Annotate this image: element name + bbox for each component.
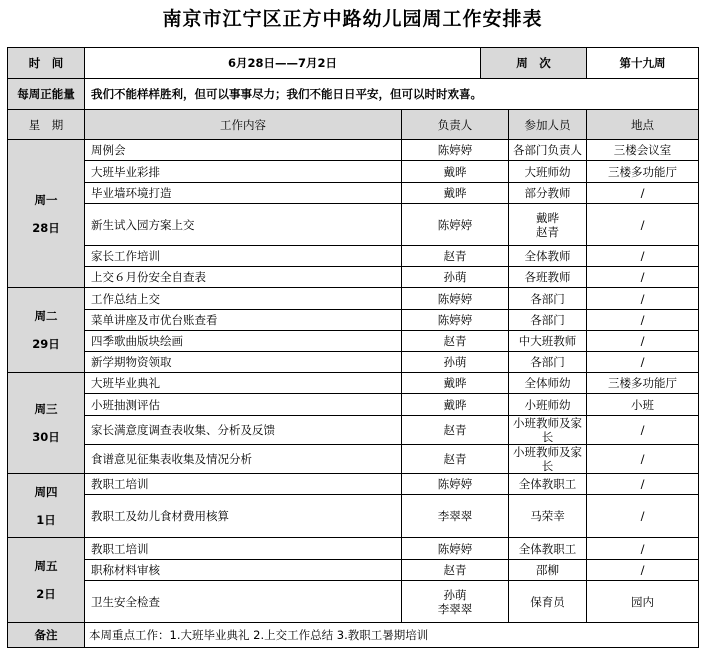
place-cell: / [587,310,699,331]
task-cell: 家长工作培训 [85,246,402,267]
participants-cell [509,204,587,246]
place-cell: / [587,267,699,288]
day-date: 28日 [32,220,60,235]
col-day: 星 期 [8,110,85,140]
task-cell: 小班抽测评估 [85,394,402,416]
task-cell: 新生试入园方案上交 [85,204,402,246]
participants-cell: 中大班教师 [509,331,587,352]
table-row [8,267,699,288]
table-row [8,310,699,331]
participants-cell: 小班教师及家长 [509,416,587,445]
place-cell: / [587,474,699,495]
place-cell: / [587,352,699,373]
time-value: 6月28日——7月2日 [85,48,481,79]
place-cell: / [587,495,699,538]
table-row [8,183,699,204]
table-row [8,140,699,161]
place-cell: / [587,288,699,310]
col-task: 工作内容 [85,110,402,140]
place-cell: / [587,204,699,246]
day-name: 周一 [34,192,58,207]
day-name: 周三 [34,402,58,416]
task-cell: 周例会 [85,140,402,161]
table-row [8,581,699,623]
participants-cell: 马荣幸 [509,495,587,538]
task-cell: 家长满意度调查表收集、分析及反馈 [85,416,402,445]
task-cell: 教职工培训 [85,474,402,495]
notes-text: 本周重点工作：1.大班毕业典礼 2.上交工作总结 3.教职工暑期培训 [85,623,699,648]
page-title: 南京市江宁区正方中路幼儿园周工作安排表 [162,8,543,30]
owner-cell: 赵青 [402,246,509,267]
table-row [8,445,699,474]
notes-label: 备注 [8,623,85,648]
participants-cell: 全体教职工 [509,538,587,560]
table-row [8,352,699,373]
table-row [8,331,699,352]
table-row [8,495,699,538]
day-wednesday [8,373,85,474]
owner-cell: 戴晔 [402,373,509,394]
task-cell: 四季歌曲版块绘画 [85,331,402,352]
owner-cell: 陈婷婷 [402,538,509,560]
table-row [8,538,699,560]
time-label: 时 间 [8,48,85,79]
table-row [8,161,699,183]
place-cell: / [587,246,699,267]
day-monday [8,140,85,288]
day-date: 30日 [32,430,60,444]
task-cell: 毕业墙环境打造 [85,183,402,204]
table-row [8,394,699,416]
owner-cell: 陈婷婷 [402,310,509,331]
place-cell: 园内 [587,581,699,623]
owner-cell: 陈婷婷 [402,474,509,495]
day-date: 2日 [36,587,56,601]
day-date: 29日 [32,337,60,351]
participants-cell: 部分教师 [509,183,587,204]
participants-cell: 各部门 [509,310,587,331]
place-cell: / [587,183,699,204]
place-cell: / [587,331,699,352]
owner-cell: 赵青 [402,331,509,352]
owner-cell: 孙萌 [402,352,509,373]
task-cell: 教职工及幼儿食材费用核算 [85,495,402,538]
table-row [8,246,699,267]
table-row [8,560,699,581]
owner-cell: 戴晔 [402,183,509,204]
place-cell: / [587,538,699,560]
participants-cell: 全体教师 [509,246,587,267]
place-cell: 三楼多功能厅 [587,373,699,394]
week-value: 第十九周 [587,48,699,79]
day-name: 周二 [34,309,58,323]
owner-cell: 赵青 [402,445,509,474]
task-cell: 新学期物资领取 [85,352,402,373]
table-row [8,373,699,394]
day-name: 周五 [34,559,58,573]
task-cell: 大班毕业彩排 [85,161,402,183]
task-cell: 菜单讲座及市优台账查看 [85,310,402,331]
task-cell: 工作总结上交 [85,288,402,310]
participants-cell: 全体教职工 [509,474,587,495]
task-cell: 教职工培训 [85,538,402,560]
table-row [8,288,699,310]
col-participants: 参加人员 [509,110,587,140]
participants-cell: 小班师幼 [509,394,587,416]
task-cell: 职称材料审核 [85,560,402,581]
owner-cell: 赵青 [402,560,509,581]
task-cell: 上交６月份安全自查表 [85,267,402,288]
motto-row [8,79,699,110]
owner-cell: 赵青 [402,416,509,445]
table-row [8,416,699,445]
owner-cell: 李翠翠 [402,495,509,538]
task-cell: 大班毕业典礼 [85,373,402,394]
owner-name: 孙萌 [443,587,467,602]
owner-name: 李翠翠 [437,601,473,616]
participants-cell: 邵柳 [509,560,587,581]
owner-cell: 戴晔 [402,394,509,416]
participants-cell: 各部门 [509,352,587,373]
owner-cell: 孙萌 [402,267,509,288]
place-cell: 三楼多功能厅 [587,161,699,183]
col-place: 地点 [587,110,699,140]
day-tuesday [8,288,85,373]
owner-cell: 陈婷婷 [402,288,509,310]
column-header-row [8,110,699,140]
table-row [8,474,699,495]
day-thursday [8,474,85,538]
participants-cell: 保育员 [509,581,587,623]
week-label: 周 次 [481,48,587,79]
motto-label: 每周正能量 [8,79,85,110]
schedule-table [7,47,699,648]
place-cell: / [587,560,699,581]
participants-cell: 全体师幼 [509,373,587,394]
task-cell: 卫生安全检查 [85,581,402,623]
participant-name: 戴晔 [536,210,560,225]
day-date: 1日 [36,512,56,527]
day-friday [8,538,85,623]
day-name: 周四 [34,484,58,499]
place-cell: / [587,416,699,445]
participant-name: 赵青 [536,224,560,239]
owner-cell [402,581,509,623]
owner-cell: 陈婷婷 [402,204,509,246]
participants-cell: 各部门 [509,288,587,310]
task-cell: 食谱意见征集表收集及情况分析 [85,445,402,474]
participants-cell: 各班教师 [509,267,587,288]
participants-cell: 各部门负责人 [509,140,587,161]
participants-cell: 小班教师及家长 [509,445,587,474]
notes-row [8,623,699,648]
table-row [8,204,699,246]
place-cell: 小班 [587,394,699,416]
place-cell: / [587,445,699,474]
owner-cell: 陈婷婷 [402,140,509,161]
header-row [8,48,699,79]
participants-cell: 大班师幼 [509,161,587,183]
owner-cell: 戴晔 [402,161,509,183]
place-cell: 三楼会议室 [587,140,699,161]
col-owner: 负责人 [402,110,509,140]
motto-text: 我们不能样样胜利，但可以事事尽力；我们不能日日平安，但可以时时欢喜。 [85,79,699,110]
